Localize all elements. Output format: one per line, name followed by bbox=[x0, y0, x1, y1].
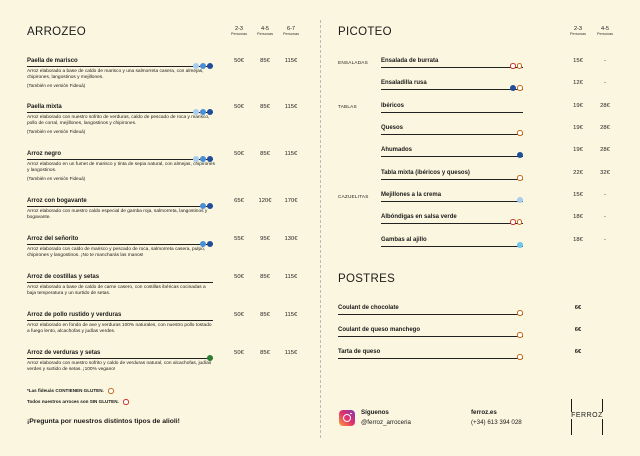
rice-fideua-note: (También en versión Fideuá) bbox=[27, 129, 86, 135]
allergen-lblue-icon bbox=[193, 63, 199, 69]
allergen-navy-icon bbox=[207, 203, 213, 209]
picoteo-allergen-icons bbox=[516, 146, 523, 164]
rice-description bbox=[27, 69, 215, 90]
picoteo-price: - bbox=[604, 80, 606, 86]
picoteo-header-2-3 bbox=[565, 26, 591, 36]
postre-name: Coulant de chocolate bbox=[338, 305, 399, 311]
picoteo-price: 18€ bbox=[573, 214, 583, 220]
header-6-7-number: 6-7 bbox=[286, 26, 296, 32]
allergen-navy-icon bbox=[207, 156, 213, 162]
picoteo-header-4-5-unit: Personas bbox=[596, 32, 614, 36]
picoteo-header-2-3-unit: Personas bbox=[569, 32, 587, 36]
allergen-navy-icon bbox=[207, 63, 213, 69]
header-6-7 bbox=[278, 26, 304, 36]
picoteo-price: 22€ bbox=[573, 170, 583, 176]
allergen-org-icon bbox=[517, 130, 523, 136]
picoteo-item[interactable] bbox=[338, 214, 616, 228]
picoteo-item[interactable] bbox=[338, 147, 616, 161]
picoteo-underline bbox=[381, 67, 523, 68]
rice-price: 115€ bbox=[284, 104, 298, 110]
instagram-handle[interactable]: @ferroz_arroceria bbox=[361, 419, 411, 426]
picoteo-name: Albóndigas en salsa verde bbox=[381, 214, 457, 220]
rice-price: 50€ bbox=[234, 350, 244, 356]
picoteo-name: Tabla mixta (ibéricos y quesos) bbox=[381, 170, 470, 176]
postres-title: POSTRES bbox=[338, 273, 396, 285]
picoteo-price: 15€ bbox=[573, 192, 583, 198]
picoteo-underline bbox=[381, 246, 523, 247]
rice-description bbox=[27, 209, 215, 221]
rice-underline bbox=[27, 112, 213, 113]
picoteo-name: Ensalada de burrata bbox=[381, 58, 439, 64]
allergen-blue-icon bbox=[200, 203, 206, 209]
picoteo-name: Mejillones a la crema bbox=[381, 192, 442, 198]
rice-price: 85€ bbox=[260, 151, 270, 157]
picoteo-name: Ahumados bbox=[381, 147, 413, 153]
rice-name: Arroz de costillas y setas bbox=[27, 274, 100, 280]
instagram-icon[interactable] bbox=[339, 410, 355, 426]
postre-price: 6€ bbox=[574, 327, 582, 333]
picoteo-allergen-icons bbox=[509, 79, 523, 97]
picoteo-price: 32€ bbox=[600, 170, 610, 176]
picoteo-price: 15€ bbox=[573, 58, 583, 64]
allergen-org-icon bbox=[517, 85, 523, 91]
rice-allergen-icons bbox=[199, 235, 213, 253]
postre-allergen-icons bbox=[516, 326, 523, 344]
note-fideuas bbox=[27, 388, 114, 394]
rice-description bbox=[27, 285, 215, 297]
picoteo-allergen-icons bbox=[516, 124, 523, 142]
rice-price: 55€ bbox=[234, 236, 244, 242]
rice-underline bbox=[27, 66, 213, 67]
rice-description bbox=[27, 323, 215, 335]
rice-name: Paella mixta bbox=[27, 104, 62, 110]
note-fideuas-text: *Las fideuás CONTIENEN GLUTEN. bbox=[27, 388, 104, 393]
rice-price: 65€ bbox=[234, 198, 244, 204]
header-2-3-number: 2-3 bbox=[234, 26, 244, 32]
picoteo-name: Ensaladilla rusa bbox=[381, 80, 427, 86]
rice-description-text: Arroz elaborado con nuestro sofrito de verduras, caldo de pescado de roca y marisco, pollo de corral, mejillones, langostinos y chipirones. bbox=[27, 115, 210, 127]
rice-fideua-note: (También en versión Fideuá) bbox=[27, 83, 86, 89]
rice-price: 115€ bbox=[284, 58, 298, 64]
picoteo-name: Gambas al ajillo bbox=[381, 237, 427, 243]
rice-description-text: Arroz elaborado en un fumet de marisco y tinta de sepia natural, con almejas, chipirones y langostinos. bbox=[27, 162, 215, 174]
rice-price: 50€ bbox=[234, 58, 244, 64]
postre-allergen-icons bbox=[516, 348, 523, 366]
allergen-org-icon bbox=[517, 175, 523, 181]
rice-price: 85€ bbox=[260, 312, 270, 318]
header-4-5-unit: Personas bbox=[256, 32, 274, 36]
rice-description-text: Arroz elaborado con caldo de marisco y pescado de roca, salmorreta casera, pulpo, chipirones y langostinos. ¡No te mancharás las manos! bbox=[27, 247, 206, 259]
picoteo-underline bbox=[381, 179, 523, 180]
rice-description-text: Arroz elaborado con nuestro caldo especial de gamba roja, salmorreta, langostinos y bogavante. bbox=[27, 209, 208, 221]
allergen-org-icon bbox=[517, 63, 523, 69]
allergen-navy-icon bbox=[207, 241, 213, 247]
picoteo-name: Quesos bbox=[381, 125, 404, 131]
rice-description-text: Arroz elaborado en fondo de ave y verduras 100% naturales, con nuestro pollo tostado a fuego lento, alcachofas y judías verdes. bbox=[27, 323, 212, 335]
picoteo-underline bbox=[381, 201, 523, 202]
picoteo-allergen-icons bbox=[516, 169, 523, 187]
picoteo-item[interactable] bbox=[338, 58, 616, 72]
picoteo-underline bbox=[381, 134, 523, 135]
allergen-org-icon bbox=[517, 354, 523, 360]
postre-allergen-icons bbox=[516, 304, 523, 322]
rice-price: 115€ bbox=[284, 274, 298, 280]
allergen-grn-icon bbox=[207, 355, 213, 361]
allergen-blue-icon bbox=[200, 109, 206, 115]
allergen-navy-icon bbox=[207, 109, 213, 115]
rice-price: 120€ bbox=[258, 198, 272, 204]
rice-underline bbox=[27, 320, 213, 321]
rice-allergen-icons bbox=[206, 349, 213, 367]
rice-price: 50€ bbox=[234, 104, 244, 110]
header-2-3-unit: Personas bbox=[230, 32, 248, 36]
postre-underline bbox=[338, 336, 523, 337]
rice-fideua-note: (También en versión Fideuá) bbox=[27, 176, 86, 182]
rice-price: 85€ bbox=[260, 274, 270, 280]
picoteo-header-2-3-number: 2-3 bbox=[573, 26, 583, 32]
allergen-lblue-icon bbox=[193, 109, 199, 115]
rice-description bbox=[27, 162, 215, 183]
picoteo-allergen-icons bbox=[516, 191, 523, 209]
rice-name: Arroz negro bbox=[27, 151, 62, 157]
alioli-question: ¡Pregunta por nuestros distintos tipos de alioli! bbox=[27, 418, 180, 425]
postre-item[interactable] bbox=[338, 349, 616, 363]
picoteo-allergen-icons bbox=[516, 236, 523, 254]
rice-description bbox=[27, 361, 215, 373]
rice-name: Arroz de verduras y setas bbox=[27, 350, 101, 356]
picoteo-price: 28€ bbox=[600, 103, 610, 109]
note-sin-gluten bbox=[27, 399, 129, 405]
rice-name: Paella de marisco bbox=[27, 58, 78, 64]
rice-price: 85€ bbox=[260, 58, 270, 64]
note-sin-gluten-text: Todos nuestros arroces son SIN GLUTEN. bbox=[27, 399, 119, 404]
picoteo-underline bbox=[381, 89, 523, 90]
picoteo-price: 18€ bbox=[573, 237, 583, 243]
column-divider bbox=[320, 20, 321, 438]
gluten-icon bbox=[108, 388, 114, 394]
picoteo-name: Ibéricos bbox=[381, 103, 405, 109]
picoteo-price: - bbox=[604, 214, 606, 220]
rice-description bbox=[27, 115, 215, 136]
rice-underline bbox=[27, 282, 213, 283]
picoteo-item[interactable] bbox=[338, 237, 616, 251]
picoteo-title: PICOTEO bbox=[338, 26, 392, 38]
rice-description-text: Arroz elaborado a base de caldo de carne casero, con costillas ibéricas cocinadas a baja temperatura y un surtido de setas. bbox=[27, 285, 206, 297]
picoteo-price: 19€ bbox=[573, 147, 583, 153]
rice-name: Arroz de pollo rustido y verduras bbox=[27, 312, 122, 318]
allergen-lblue-icon bbox=[517, 197, 523, 203]
picoteo-header-4-5 bbox=[592, 26, 618, 36]
allergen-navy-icon bbox=[510, 85, 516, 91]
rice-price: 130€ bbox=[284, 236, 298, 242]
rice-allergen-icons bbox=[199, 197, 213, 215]
allergen-org-icon bbox=[517, 219, 523, 225]
picoteo-header-4-5-number: 4-5 bbox=[600, 26, 610, 32]
rice-description bbox=[27, 247, 215, 259]
rice-allergen-icons bbox=[192, 103, 213, 121]
category-cazuelitas: CAZUELITAS bbox=[338, 194, 369, 199]
picoteo-price: - bbox=[604, 237, 606, 243]
header-4-5-number: 4-5 bbox=[260, 26, 270, 32]
follow-label: Síguenos bbox=[361, 409, 389, 416]
picoteo-item[interactable] bbox=[338, 192, 616, 206]
postre-name: Tarta de queso bbox=[338, 349, 381, 355]
picoteo-price: 28€ bbox=[600, 125, 610, 131]
postre-name: Coulant de queso manchego bbox=[338, 327, 421, 333]
postre-item[interactable] bbox=[338, 305, 616, 319]
picoteo-price: - bbox=[604, 58, 606, 64]
picoteo-item[interactable] bbox=[338, 125, 616, 139]
phone-number[interactable]: (+34) 613 394 028 bbox=[471, 419, 522, 426]
allergen-blue-icon bbox=[200, 156, 206, 162]
header-2-3 bbox=[226, 26, 252, 36]
rice-price: 50€ bbox=[234, 151, 244, 157]
rice-price: 95€ bbox=[260, 236, 270, 242]
picoteo-price: - bbox=[604, 192, 606, 198]
allergen-cyan-icon bbox=[517, 242, 523, 248]
allergen-navy-icon bbox=[517, 152, 523, 158]
picoteo-item[interactable] bbox=[338, 80, 616, 94]
arrozeo-title: ARROZEO bbox=[27, 26, 86, 38]
picoteo-item[interactable] bbox=[338, 103, 616, 117]
allergen-org-icon bbox=[517, 310, 523, 316]
header-4-5 bbox=[252, 26, 278, 36]
logo-text: FERROZ bbox=[571, 412, 603, 419]
picoteo-item[interactable] bbox=[338, 170, 616, 184]
category-ensaladas: ENSALADAS bbox=[338, 60, 368, 65]
rice-allergen-icons bbox=[192, 57, 213, 75]
rice-underline bbox=[27, 358, 213, 359]
rice-price: 115€ bbox=[284, 350, 298, 356]
rice-price: 85€ bbox=[260, 350, 270, 356]
picoteo-price: 28€ bbox=[600, 147, 610, 153]
rice-price: 170€ bbox=[284, 198, 298, 204]
rice-name: Arroz con bogavante bbox=[27, 198, 87, 204]
allergen-org-icon bbox=[517, 332, 523, 338]
rice-description-text: Arroz elaborado a base de caldo de marisco y una salmorreta casera, con almejas, chipirones, langostinos y mejillones. bbox=[27, 69, 204, 81]
allergen-blue-icon bbox=[200, 63, 206, 69]
rice-price: 115€ bbox=[284, 312, 298, 318]
picoteo-price: 12€ bbox=[573, 80, 583, 86]
picoteo-allergen-icons bbox=[509, 57, 522, 75]
rice-price: 115€ bbox=[284, 151, 298, 157]
rice-underline bbox=[27, 206, 213, 207]
picoteo-underline bbox=[381, 223, 523, 224]
allergen-red-icon bbox=[510, 63, 516, 69]
rice-underline bbox=[27, 244, 213, 245]
picoteo-allergen-icons bbox=[509, 213, 522, 231]
rice-underline bbox=[27, 159, 213, 160]
postre-item[interactable] bbox=[338, 327, 616, 341]
category-tablas: TABLAS bbox=[338, 104, 357, 109]
picoteo-underline bbox=[381, 156, 523, 157]
postre-underline bbox=[338, 358, 523, 359]
rice-allergen-icons bbox=[192, 150, 213, 168]
postre-price: 6€ bbox=[574, 305, 582, 311]
rice-price: 50€ bbox=[234, 312, 244, 318]
picoteo-price: 19€ bbox=[573, 103, 583, 109]
picoteo-underline bbox=[381, 112, 523, 113]
postre-underline bbox=[338, 314, 523, 315]
no-gluten-icon bbox=[123, 399, 129, 405]
website-link[interactable]: ferroz.es bbox=[471, 409, 497, 416]
picoteo-price: 19€ bbox=[573, 125, 583, 131]
rice-price: 85€ bbox=[260, 104, 270, 110]
postre-price: 6€ bbox=[574, 349, 582, 355]
ferroz-logo bbox=[571, 399, 603, 435]
rice-description-text: Arroz elaborado con nuestro sofrito y caldo de verduras natural, con alcachofas, judías verdes y surtido de setas. ¡100% vegano! bbox=[27, 361, 212, 373]
rice-name: Arroz del señorito bbox=[27, 236, 79, 242]
allergen-lblue-icon bbox=[193, 156, 199, 162]
rice-price: 50€ bbox=[234, 274, 244, 280]
header-6-7-unit: Personas bbox=[282, 32, 300, 36]
allergen-red-icon bbox=[510, 219, 516, 225]
allergen-blue-icon bbox=[200, 241, 206, 247]
